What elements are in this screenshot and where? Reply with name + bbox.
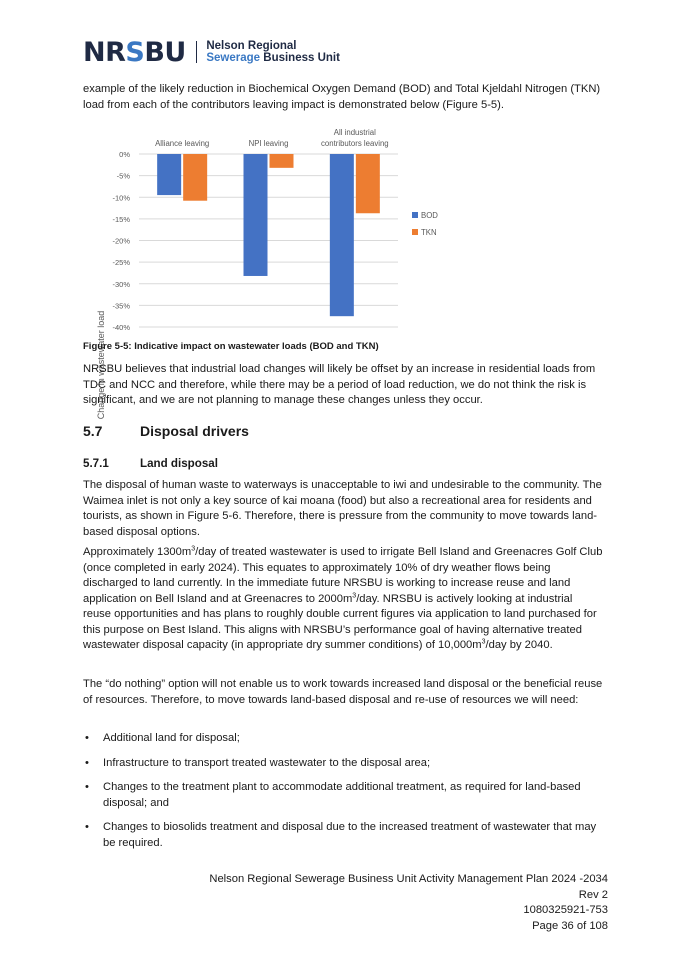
paragraph-offset: NRSBU believes that industrial load changes will likely be offset by an increase in residential loads from TDC and NCC and therefore, while there may be a period of load reduction, we do not think the risk is significant, and we are not planning to manage these changes unless they occur.: [83, 363, 596, 406]
subsection-heading: 5.7.1 Land disposal: [83, 457, 218, 470]
y-tick-label: -40%: [112, 323, 130, 332]
legend-swatch-bod: [412, 212, 418, 218]
paragraph-land-disposal: The disposal of human waste to waterways is unacceptable to iwi and undesirable to the community. The Waimea inlet is not only a key source of kai moana (food) but also a recreational area for residents and tourists, as shown in Figure 5-6. Therefore, there is pressure from the community to move towards land-based disposal options.: [83, 479, 602, 538]
bar-bod: [157, 154, 181, 195]
footer-page-number: Page 36 of 108: [532, 919, 608, 932]
paragraph-do-nothing: The “do nothing” option will not enable us to work towards increased land disposal or the beneficial reuse of resources. Therefore, to move towards land-based disposal and re-use of resources we will need:: [83, 678, 603, 706]
y-tick-label: -35%: [112, 301, 130, 311]
logo-subtitle: Nelson Regional Sewerage Business Unit: [206, 39, 340, 64]
category-label: NPI leaving: [248, 139, 289, 148]
needs-list: [83, 731, 603, 860]
y-tick-label: -15%: [112, 214, 130, 224]
category-label: All industrial: [333, 128, 376, 137]
logo-wordmark: NRSBU: [83, 36, 186, 68]
y-axis-label: Change in wastewater load: [96, 310, 106, 420]
list-item: • Infrastructure to transport treated wastewater to the disposal area;: [85, 756, 431, 769]
logo-divider: [196, 41, 198, 63]
section-heading: 5.7 Disposal drivers: [83, 423, 249, 439]
intro-paragraph: example of the likely reduction in Biochemical Oxygen Demand (BOD) and Total Kjeldahl Nitrogen (TKN) load from each of the contributors leaving impact is demonstrated below (Figure 5-5).: [83, 83, 601, 111]
footer-doc-id: 1080325921-753: [523, 904, 608, 916]
bar-tkn: [183, 154, 207, 201]
y-tick-label: -30%: [112, 279, 130, 289]
legend-label: TKN: [421, 228, 437, 237]
bar-bod: [330, 154, 354, 316]
y-tick-label: -20%: [112, 236, 130, 246]
legend-label: BOD: [421, 211, 438, 220]
y-tick-label: -25%: [112, 258, 130, 268]
y-tick-label: 0%: [119, 150, 130, 159]
footer-revision: Rev 2: [578, 888, 608, 901]
y-tick-label: -5%: [116, 171, 130, 181]
bar-bod: [244, 154, 268, 276]
footer-title: Nelson Regional Sewerage Business Unit Activity Management Plan 2024 -2034: [209, 873, 608, 885]
figure-caption: Figure 5-5: Indicative impact on wastewater loads (BOD and TKN): [83, 341, 379, 352]
list-item: • Additional land for disposal;: [85, 732, 240, 744]
nrsbu-logo: [83, 36, 340, 68]
bar-tkn: [356, 154, 380, 213]
bar-tkn: [270, 154, 294, 168]
y-tick-label: -10%: [112, 193, 130, 203]
legend-swatch-tkn: [412, 229, 418, 235]
paragraph-irrigation: Approximately $1300m^3$/day of treated wastewater is used to irrigate Bell Island and Greenacres Golf Club (once completed in early 2024). This equates to approximately 10% of dry weather flows being discharged to land currently. In the immediate future NRSBU is working to increase reuse and land application on Bell Island and at Greenacres to $2000m^3$/day. NRSBU is actively looking at industrial reuse opportunities and has plans to roughly double current figures via application to land purchased for this purpose on Best Island. This aligns with NRSBU’s performance goal of having alternative treated wastewater disposal capacity (in appropriate dry summer conditions) of $10,000m^3$/day by 2040.: [83, 545, 603, 651]
page-footer: [209, 872, 608, 934]
list-item: • Changes to biosolids treatment and disposal due to the increased treatment of wastewater that may be required.: [85, 821, 597, 849]
list-item: • Changes to the treatment plant to accommodate additional treatment, as required for land-based disposal; and: [85, 781, 581, 809]
category-label: contributors leaving: [321, 139, 389, 148]
category-label: Alliance leaving: [155, 139, 210, 148]
